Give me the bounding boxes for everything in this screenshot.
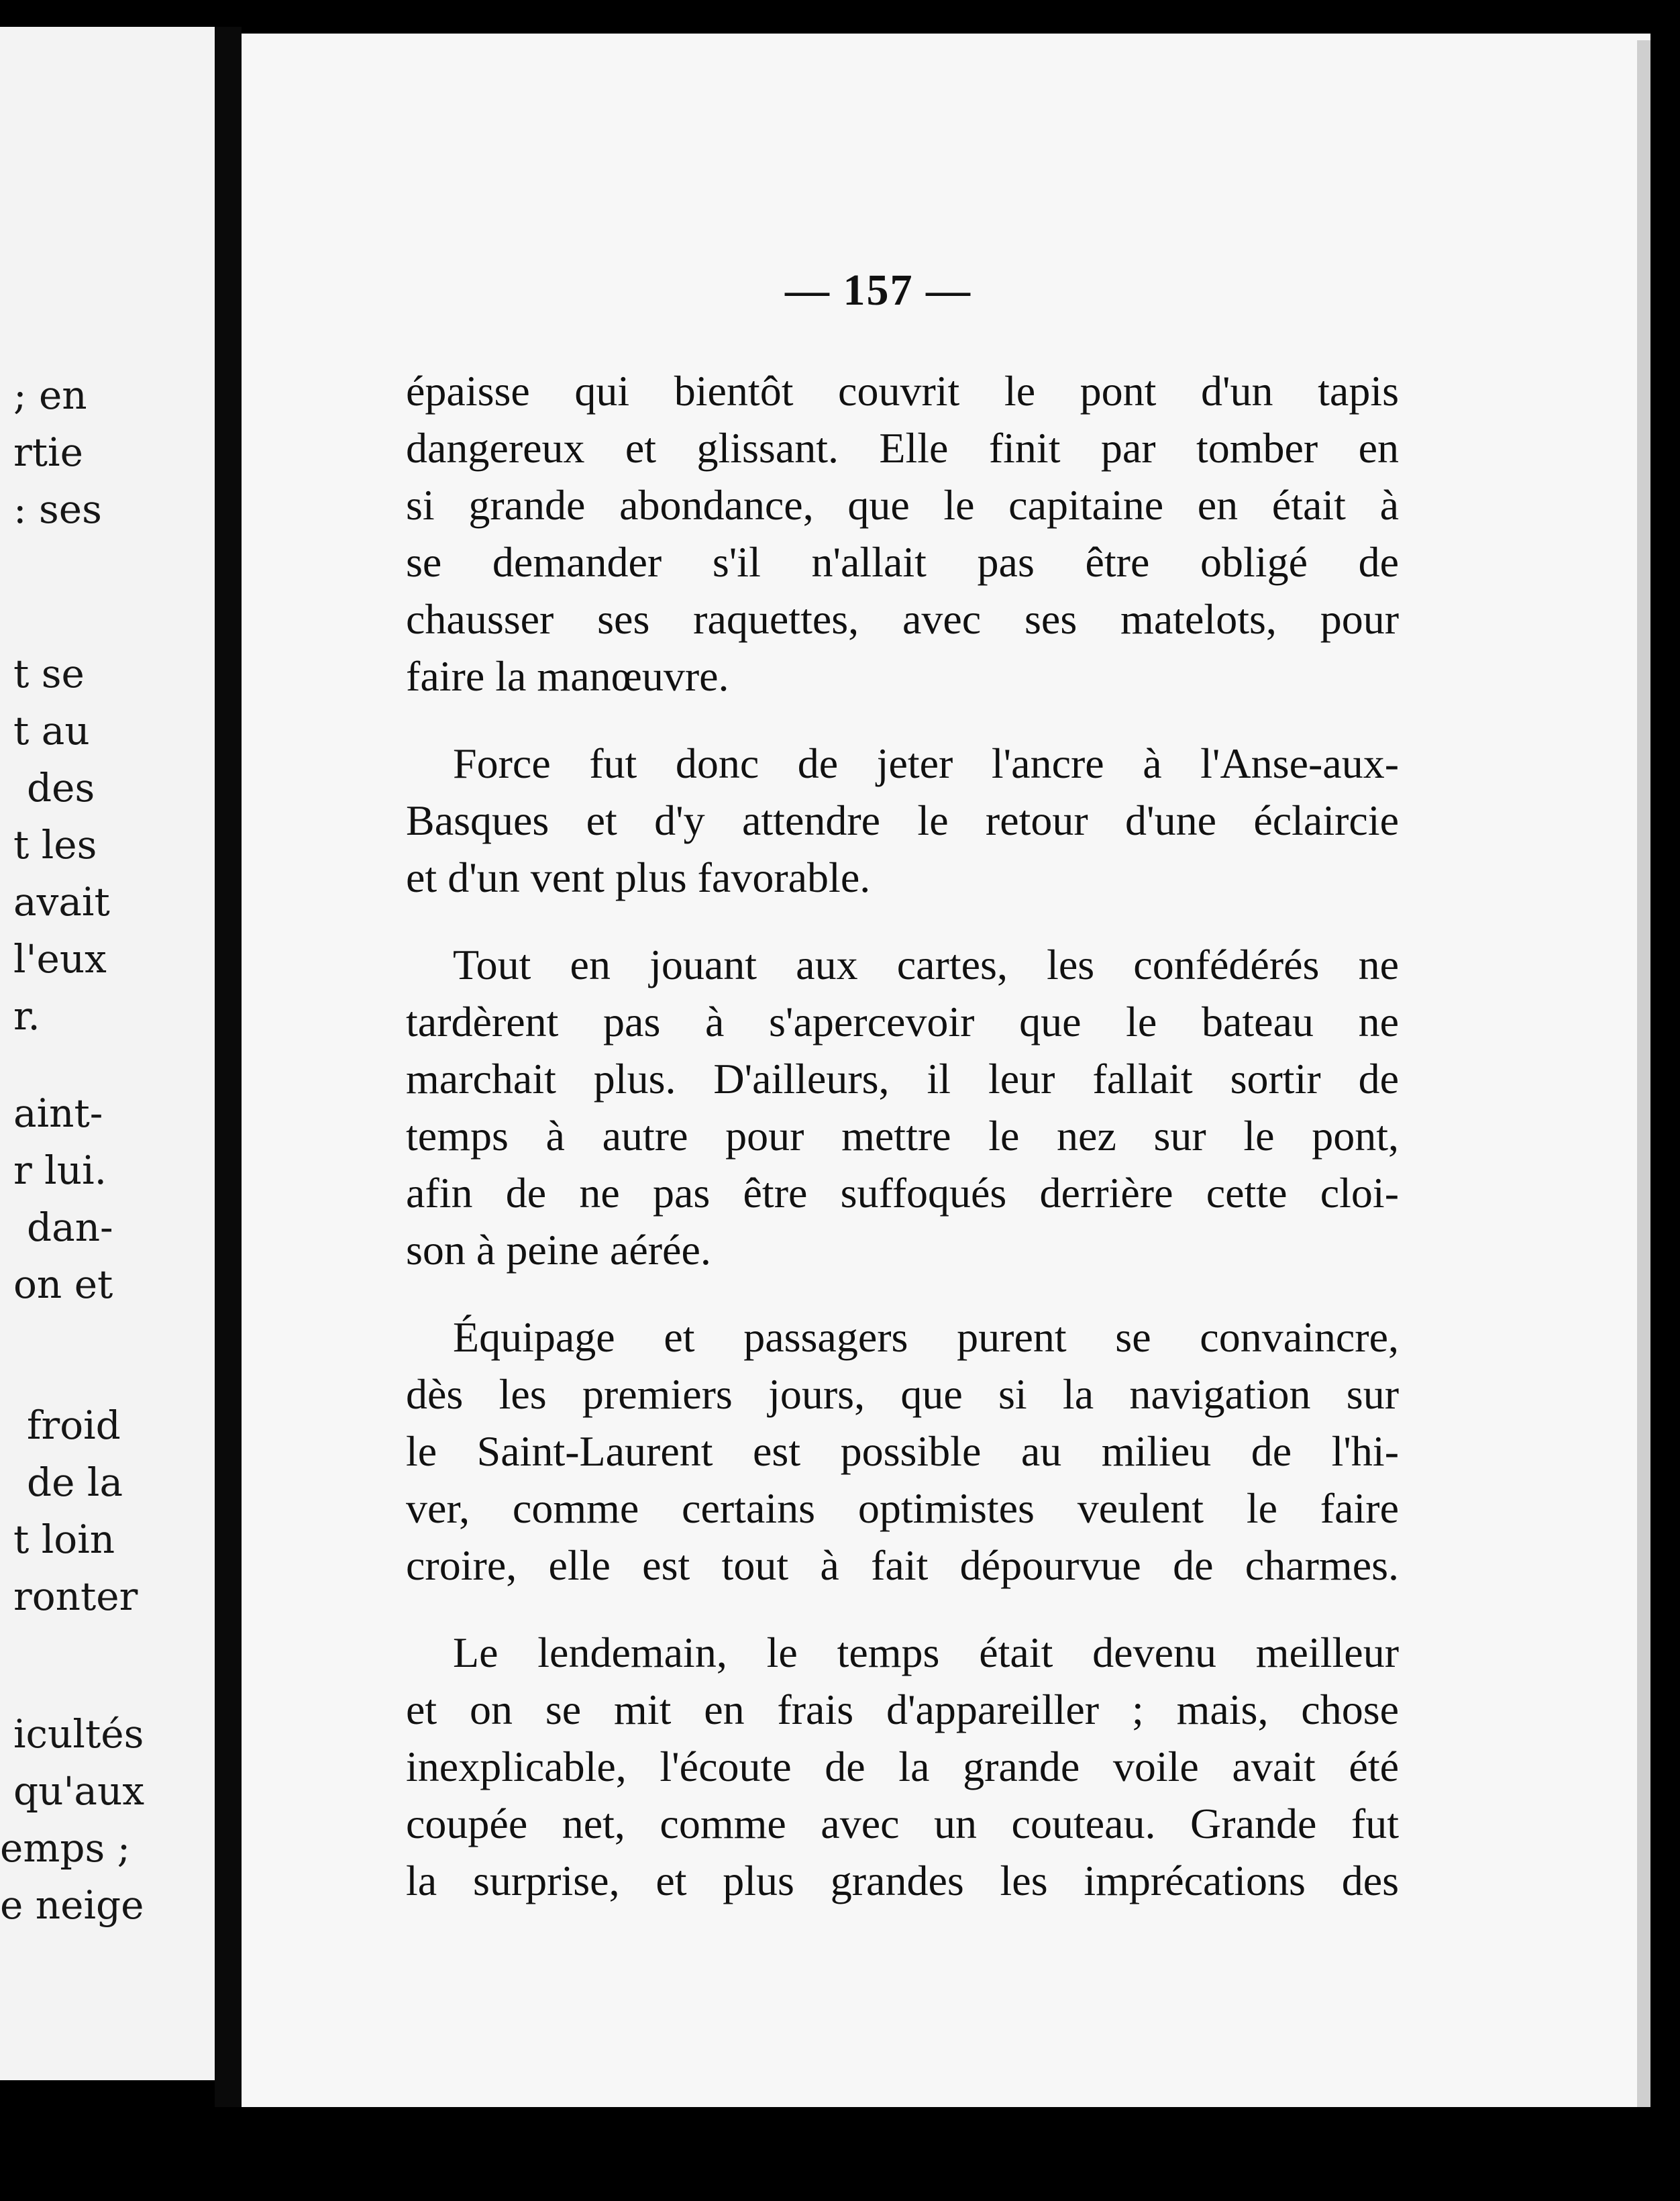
text-line: dangereux et glissant. Elle finit par tomber en [406,424,1399,472]
left-line: rtie [13,429,83,475]
text-line: se demander s'il n'allait pas être obligé de [406,538,1399,586]
book-gutter [215,27,242,2107]
left-line: des [27,765,95,811]
text-line: Le lendemain, le temps était devenu meilleur [453,1629,1399,1676]
left-line: dan- [27,1205,113,1250]
text-line: coupée net, comme avec un couteau. Grande fut [406,1800,1399,1847]
text-line: ver, comme certains optimistes veulent le faire [406,1484,1399,1532]
left-line: ; en [13,372,87,418]
left-line: emps ; [0,1825,131,1871]
text-line: épaisse qui bientôt couvrit le pont d'un tapis [406,367,1399,415]
left-line: froid [27,1402,121,1448]
text-line: si grande abondance, que le capitaine en était à [406,481,1399,529]
paragraph [406,1624,1399,1909]
text-line: Tout en jouant aux cartes, les confédérés ne [453,941,1399,988]
left-facing-page [0,27,215,2080]
text-line: inexplicable, l'écoute de la grande voile avait été [406,1743,1399,1790]
text-line: dès les premiers jours, que si la navigation sur [406,1370,1399,1418]
left-line: ronter [13,1574,138,1619]
left-line: icultés [13,1711,144,1757]
page-body [406,362,1399,1939]
left-line: on et [13,1262,113,1307]
left-line: t loin [13,1517,115,1562]
paragraph [406,936,1399,1278]
text-line: croire, elle est tout à fait dépourvue de charmes. [406,1541,1399,1589]
text-line: Basques et d'y attendre le retour d'une éclaircie [406,797,1399,844]
text-line: chausser ses raquettes, avec ses matelots, pour [406,595,1399,643]
page-edge [1637,40,1650,2107]
left-line: e neige [0,1882,144,1928]
left-line: aint- [13,1090,103,1136]
text-line: Équipage et passagers purent se convaincre, [453,1313,1399,1361]
left-line: l'eux [13,936,107,982]
text-line: temps à autre pour mettre le nez sur le pont, [406,1112,1399,1160]
text-line: le Saint-Laurent est possible au milieu de l'hi- [406,1427,1399,1475]
text-line: marchait plus. D'ailleurs, il leur fallait sortir de [406,1055,1399,1103]
left-line: de la [27,1460,123,1505]
page-number: — 157 — [785,266,972,315]
text-line: faire la manœuvre. [406,652,729,700]
paragraph [406,1309,1399,1594]
paragraph [406,735,1399,906]
paragraph [406,362,1399,705]
left-line: t les [13,822,97,868]
text-line: tardèrent pas à s'apercevoir que le bateau ne [406,998,1399,1045]
left-line: r. [13,993,40,1039]
text-line: et d'un vent plus favorable. [406,854,871,901]
left-line: qu'aux [13,1768,145,1814]
left-line: : ses [13,487,102,532]
left-line: t au [13,708,90,754]
left-line: t se [13,651,85,697]
text-line: la surprise, et plus grandes les imprécations des [406,1857,1399,1904]
text-line: et on se mit en frais d'appareiller ; mais, chose [406,1686,1399,1733]
left-line: avait [13,879,110,925]
text-line: afin de ne pas être suffoqués derrière cette cloi- [406,1169,1399,1217]
text-line: son à peine aérée. [406,1226,711,1274]
left-line: r lui. [13,1147,107,1193]
text-line: Force fut donc de jeter l'ancre à l'Anse-aux- [453,739,1399,787]
